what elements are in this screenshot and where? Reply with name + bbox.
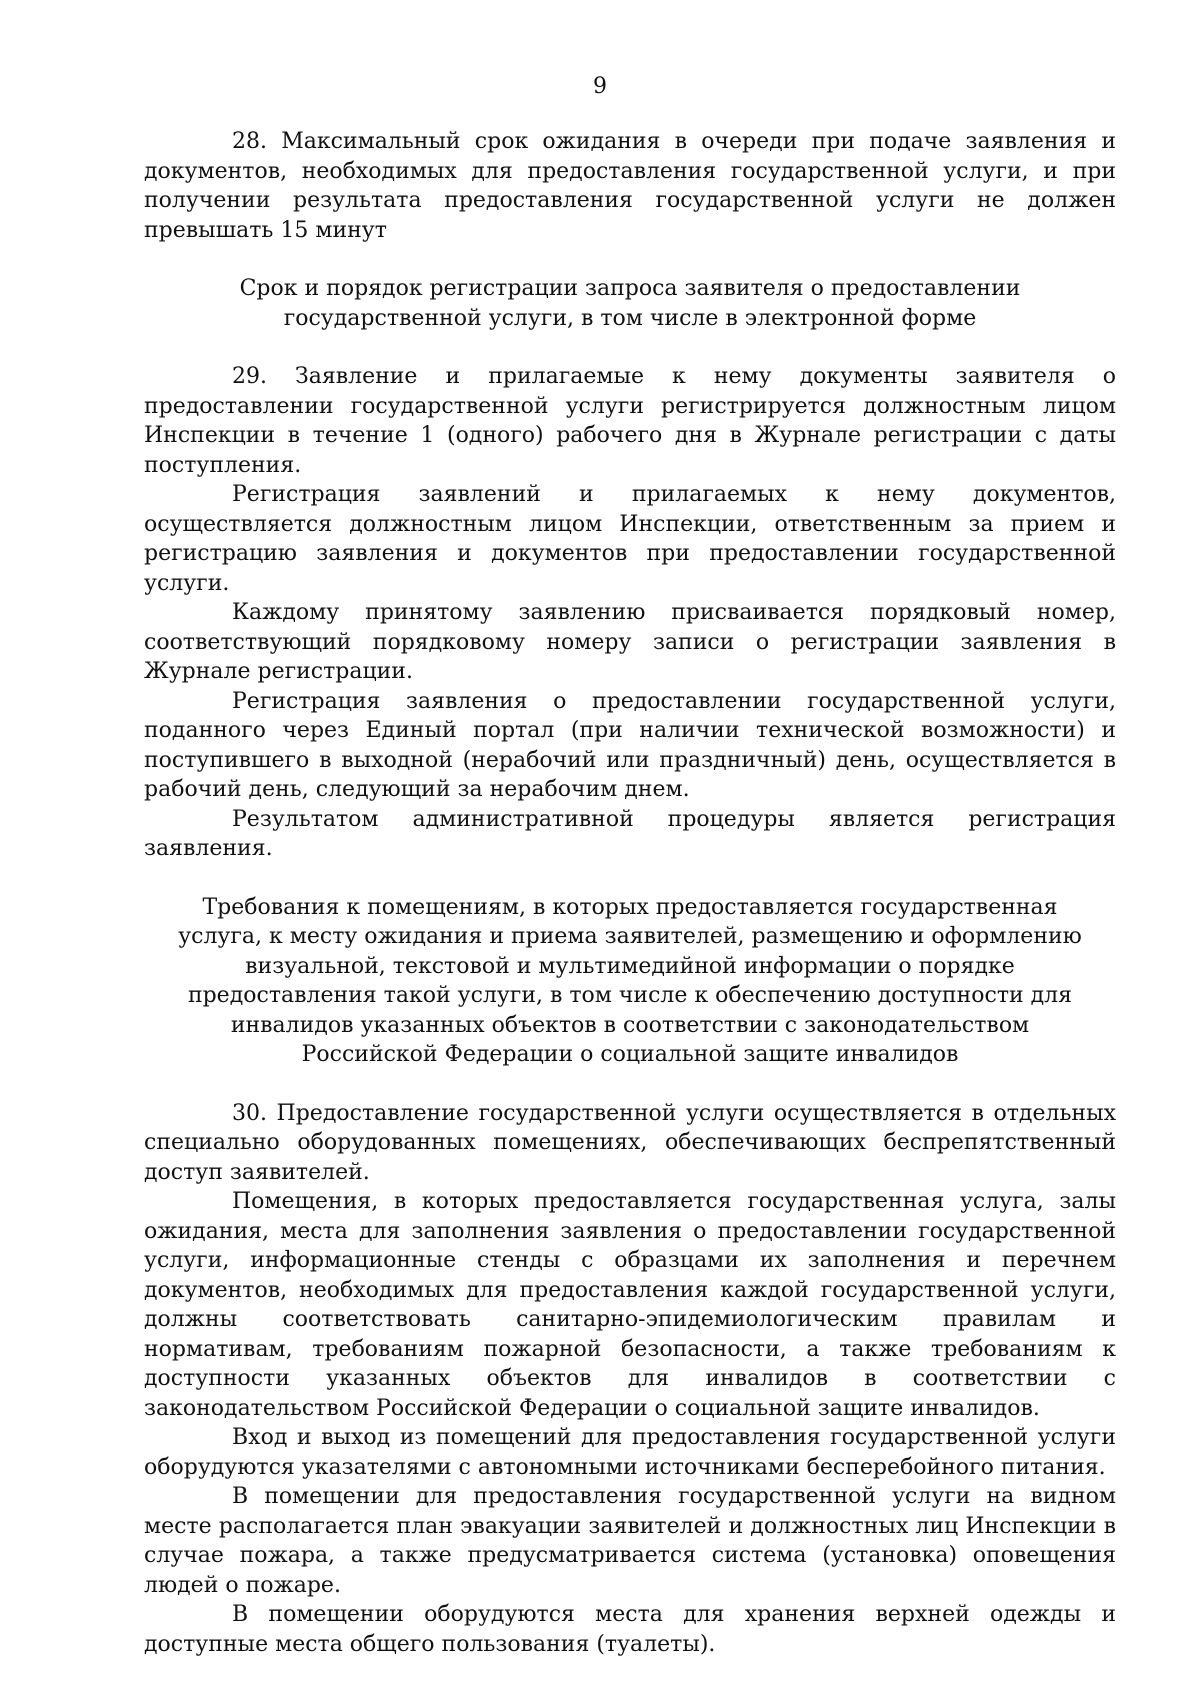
paragraph-29-portal: Регистрация заявления о предоставлении государственной услуги, поданного через Единый портал (при наличии технической возможности) и поступившего в выходной (нерабочий или праздничный) день, осуществляется в рабочий день, следующий за нерабочим днем.	[144, 688, 1116, 802]
page-number: 9	[593, 74, 607, 99]
section-heading-premises: Требования к помещениям, в которых предоставляется государственная услуга, к месту ожидания и приема заявителей, размещению и оформлению визуальной, текстовой и мультимедийной информации о порядке предоставления такой услуги, в том числе к обеспечению доступности для инвалидов указанных объектов в соответствии с законодательством Российской Федерации о социальной защите инвалидов	[178, 894, 1082, 1067]
document-body	[144, 127, 1116, 1659]
paragraph-29-registration: Регистрация заявлений и прилагаемых к нему документов, осуществляется должностным лицом Инспекции, ответственным за прием и регистрацию заявления и документов при предоставлении государственной услуги.	[144, 482, 1116, 596]
paragraph-30-premises: Помещения, в которых предоставляется государственная услуга, залы ожидания, места для заполнения заявления о предоставлении государственной услуги, информационные стенды с образцами их заполнения и перечнем документов, необходимых для предоставления каждой государственной услуги, должны соответствовать санитарно-эпидемиологическим правилам и нормативам, требованиям пожарной безопасности, а также требованиям к доступности указанных объектов для инвалидов в соответствии с законодательством Российской Федерации о социальной защите инвалидов.	[144, 1189, 1116, 1421]
paragraph-29-number: Каждому принятому заявлению присваивается порядковый номер, соответствующий порядковому номеру записи о регистрации заявления в Журнале регистрации.	[144, 600, 1116, 684]
paragraph-29: 29. Заявление и прилагаемые к нему документы заявителя о предоставлении государственной услуги регистрируется должностным лицом Инспекции в течение 1 (одного) рабочего дня в Журнале регистрации с даты поступления.	[144, 364, 1116, 478]
paragraph-29-result: Результатом административной процедуры является регистрация заявления.	[144, 806, 1116, 861]
paragraph-30-entrance: Вход и выход из помещений для предоставления государственной услуги оборудуются указателями с автономными источниками бесперебойного питания.	[144, 1425, 1116, 1480]
paragraph-28: 28. Максимальный срок ожидания в очереди при подаче заявления и документов, необходимых для предоставления государственной услуги, и при получении результата предоставления государственной услуги не должен превышать 15 минут	[144, 129, 1116, 243]
paragraph-30-evacuation: В помещении для предоставления государственной услуги на видном месте располагается план эвакуации заявителей и должностных лиц Инспекции в случае пожара, а также предусматривается система (установка) оповещения людей о пожаре.	[144, 1484, 1116, 1598]
paragraph-30: 30. Предоставление государственной услуги осуществляется в отдельных специально оборудованных помещениях, обеспечивающих беспрепятственный доступ заявителей.	[144, 1100, 1116, 1185]
section-heading-registration: Срок и порядок регистрации запроса заявителя о предоставлении государственной услуги, в том числе в электронной форме	[239, 276, 1021, 331]
paragraph-30-wardrobe: В помещении оборудуются места для хранения верхней одежды и доступные места общего пользования (туалеты).	[144, 1602, 1116, 1657]
